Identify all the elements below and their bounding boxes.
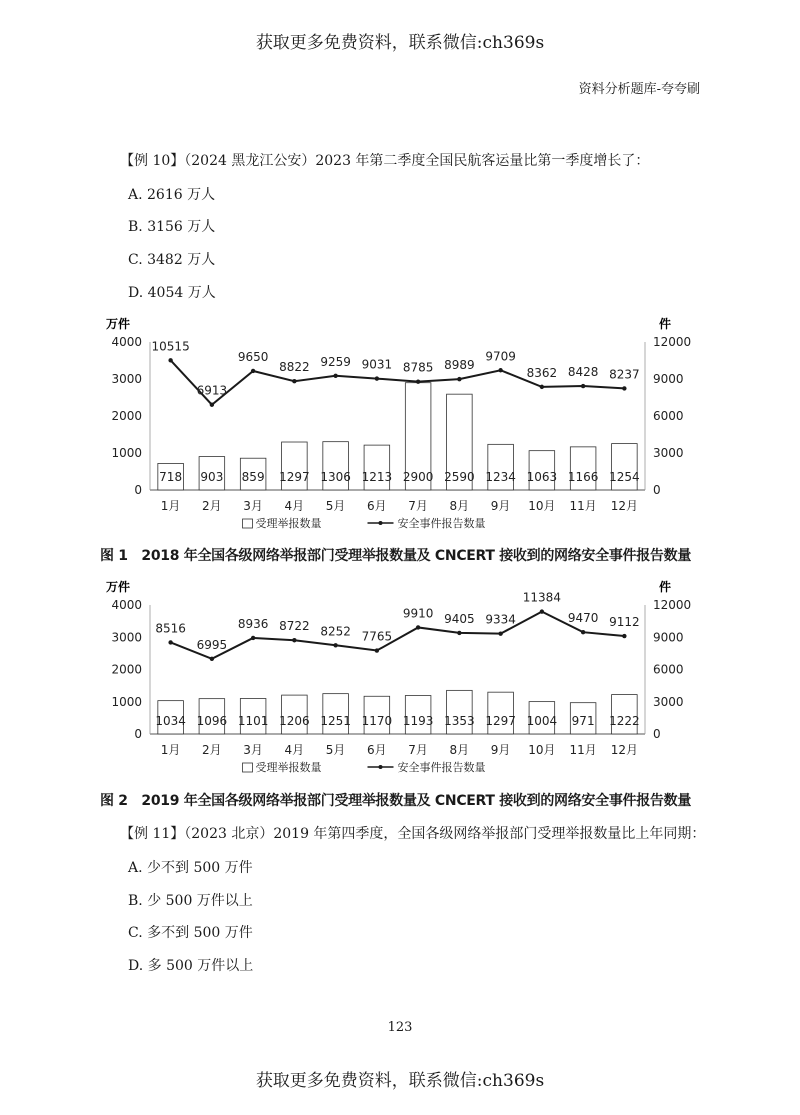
- chart-2018: [90, 310, 730, 540]
- bar-value-label: 1251: [320, 714, 351, 728]
- x-tick-label: 1月: [160, 743, 181, 757]
- left-axis-unit: 万件: [105, 317, 131, 331]
- running-header: 资料分析题库-夸夸刷: [578, 82, 700, 97]
- x-tick-label: 3月: [243, 743, 263, 757]
- x-tick-label: 7月: [408, 499, 428, 513]
- bar-value-label: 1004: [526, 714, 558, 728]
- bar-value-label: 1034: [155, 714, 186, 728]
- bar-value-label: 1222: [609, 714, 640, 728]
- bar-value-label: 1166: [567, 470, 599, 484]
- line-point: [581, 630, 585, 634]
- line-value-label: 8516: [155, 621, 186, 636]
- line-value-label: 8362: [526, 365, 558, 380]
- bar-value-label: 1297: [485, 714, 516, 728]
- x-tick-label: 5月: [325, 499, 346, 513]
- x-tick-label: 3月: [243, 499, 263, 513]
- line-value-label: 9031: [361, 357, 393, 372]
- left-tick-label: 3000: [111, 372, 142, 386]
- bar-value-label: 718: [159, 470, 183, 484]
- x-tick-label: 5月: [325, 743, 346, 757]
- line-point: [457, 631, 461, 635]
- line-value-label: 9910: [402, 606, 434, 621]
- line-point: [498, 631, 502, 635]
- bar-value-label: 1101: [237, 714, 269, 728]
- line-point: [168, 640, 172, 644]
- x-tick-label: 2月: [202, 499, 222, 513]
- x-tick-label: 9月: [490, 743, 511, 757]
- line-value-label: 8722: [279, 619, 310, 634]
- line-point: [333, 374, 337, 378]
- line-point: [168, 358, 172, 362]
- x-tick-label: 8月: [449, 743, 470, 757]
- line-point: [333, 643, 337, 647]
- x-tick-label: 6月: [367, 499, 387, 513]
- line-point: [540, 609, 544, 613]
- line-value-label: 8785: [402, 360, 434, 375]
- bar-value-label: 1063: [526, 470, 558, 484]
- line-value-label: 10515: [151, 339, 190, 354]
- bar-value-label: 1297: [279, 470, 310, 484]
- line-point: [581, 384, 585, 388]
- bottom-watermark: 获取更多免费资料，联系微信:ch369s: [255, 1071, 545, 1091]
- bar-value-label: 1170: [361, 714, 393, 728]
- right-tick-label: 12000: [653, 598, 692, 612]
- bar-value-label: 971: [571, 714, 595, 728]
- line-point: [375, 648, 379, 652]
- line-value-label: 9112: [609, 615, 640, 630]
- x-tick-label: 8月: [449, 499, 470, 513]
- right-tick-label: 0: [653, 483, 661, 497]
- line-value-label: 9709: [485, 349, 516, 364]
- legend-line-label: 安全事件报告数量: [397, 761, 486, 774]
- question-10-option-c: C. 3482 万人: [128, 252, 216, 268]
- x-tick-label: 4月: [284, 743, 305, 757]
- top-watermark: 获取更多免费资料，联系微信:ch369s: [255, 33, 545, 53]
- left-tick-label: 0: [134, 483, 142, 497]
- line-value-label: 8237: [609, 367, 640, 382]
- bar-value-label: 859: [241, 470, 265, 484]
- x-tick-label: 10月: [528, 499, 556, 513]
- legend-line-label: 安全事件报告数量: [397, 517, 486, 530]
- line-point: [210, 403, 214, 407]
- x-tick-label: 12月: [610, 743, 639, 757]
- x-tick-label: 2月: [202, 743, 222, 757]
- page-number: 123: [387, 1020, 413, 1035]
- legend-line-marker: [379, 521, 383, 525]
- right-tick-label: 9000: [653, 630, 684, 645]
- right-axis-unit: 件: [658, 317, 672, 331]
- question-11-title: 【例 11】（2023 北京）2019 年第四季度，全国各级网络举报部门受理举报数量比上年同期：: [120, 826, 706, 842]
- right-tick-label: 3000: [653, 446, 684, 460]
- bar-value-label: 1353: [444, 714, 475, 728]
- question-10-option-d: D. 4054 万人: [128, 285, 216, 301]
- line-value-label: 9334: [485, 612, 516, 627]
- line-value-label: 8428: [567, 365, 599, 380]
- line-value-label: 11384: [522, 590, 561, 605]
- line-point: [292, 379, 296, 383]
- bar-value-label: 1234: [485, 470, 516, 484]
- line-point: [540, 385, 544, 389]
- right-tick-label: 0: [653, 727, 661, 741]
- line-point: [622, 634, 626, 638]
- line-value-label: 9650: [237, 349, 269, 364]
- right-axis-unit: 件: [658, 580, 672, 594]
- bar-value-label: 2590: [444, 470, 475, 484]
- line-point: [457, 377, 461, 381]
- line-value-label: 7765: [361, 629, 393, 644]
- left-tick-label: 4000: [111, 335, 142, 349]
- line-value-label: 6913: [196, 383, 228, 398]
- left-axis-unit: 万件: [105, 580, 131, 594]
- bar-value-label: 1254: [609, 470, 640, 484]
- x-tick-label: 9月: [490, 499, 511, 513]
- bar-value-label: 1306: [320, 470, 351, 484]
- x-tick-label: 1月: [160, 499, 181, 513]
- line-value-label: 8936: [237, 616, 269, 631]
- bar-value-label: 1096: [196, 714, 228, 728]
- line-point: [416, 625, 420, 629]
- right-tick-label: 12000: [653, 335, 692, 349]
- right-tick-label: 6000: [653, 409, 684, 423]
- legend-bar-swatch: [243, 763, 253, 772]
- line-value-label: 8822: [279, 360, 310, 375]
- line-value-label: 8252: [320, 624, 351, 639]
- legend-bar-label: 受理举报数量: [255, 761, 322, 774]
- left-tick-label: 3000: [111, 630, 142, 645]
- line-value-label: 9470: [567, 611, 599, 626]
- bar-value-label: 1193: [402, 714, 434, 728]
- right-tick-label: 3000: [653, 694, 684, 709]
- left-tick-label: 0: [134, 727, 142, 741]
- line-point: [622, 386, 626, 390]
- chart-2019: [90, 577, 730, 787]
- question-11-option-d: D. 多 500 万件以上: [128, 958, 254, 974]
- chart-2018-caption: 图 1 2018 年全国各级网络举报部门受理举报数量及 CNCERT 接收到的网络安全事件报告数量: [100, 548, 692, 564]
- line-point: [251, 369, 255, 373]
- left-tick-label: 1000: [111, 446, 142, 460]
- line-point: [416, 379, 420, 383]
- legend-bar-swatch: [243, 519, 253, 528]
- right-tick-label: 6000: [653, 662, 684, 677]
- right-tick-label: 9000: [653, 372, 684, 386]
- line-value-label: 9259: [320, 354, 351, 369]
- chart-2019-caption: 图 2 2019 年全国各级网络举报部门受理举报数量及 CNCERT 接收到的网络安全事件报告数量: [100, 793, 692, 809]
- line-point: [210, 657, 214, 661]
- line-point: [375, 376, 379, 380]
- line-point: [498, 368, 502, 372]
- legend-line-marker: [379, 765, 383, 769]
- x-tick-label: 12月: [610, 499, 639, 513]
- left-tick-label: 4000: [111, 598, 142, 612]
- left-tick-label: 1000: [111, 694, 142, 709]
- bar-value-label: 903: [200, 470, 224, 484]
- left-tick-label: 2000: [111, 409, 142, 423]
- x-tick-label: 4月: [284, 499, 305, 513]
- x-tick-label: 11月: [569, 743, 597, 757]
- bar-value-label: 1213: [361, 470, 393, 484]
- question-11-option-c: C. 多不到 500 万件: [128, 925, 253, 941]
- x-tick-label: 6月: [367, 743, 387, 757]
- line-point: [251, 636, 255, 640]
- question-10-title: 【例 10】（2024 黑龙江公安）2023 年第二季度全国民航客运量比第一季度增长了：: [120, 153, 650, 169]
- question-11-option-b: B. 少 500 万件以上: [128, 893, 253, 909]
- line-value-label: 9405: [444, 611, 475, 626]
- question-10-option-b: B. 3156 万人: [128, 219, 216, 235]
- x-tick-label: 11月: [569, 499, 597, 513]
- line-value-label: 8989: [444, 358, 475, 373]
- x-tick-label: 10月: [528, 743, 556, 757]
- left-tick-label: 2000: [111, 662, 142, 677]
- line-value-label: 6995: [196, 637, 228, 652]
- question-11-option-a: A. 少不到 500 万件: [128, 860, 253, 876]
- legend-bar-label: 受理举报数量: [255, 517, 322, 530]
- line-point: [292, 638, 296, 642]
- x-tick-label: 7月: [408, 743, 428, 757]
- question-10-option-a: A. 2616 万人: [128, 187, 216, 203]
- bar-value-label: 1206: [279, 714, 310, 728]
- bar-value-label: 2900: [402, 470, 434, 484]
